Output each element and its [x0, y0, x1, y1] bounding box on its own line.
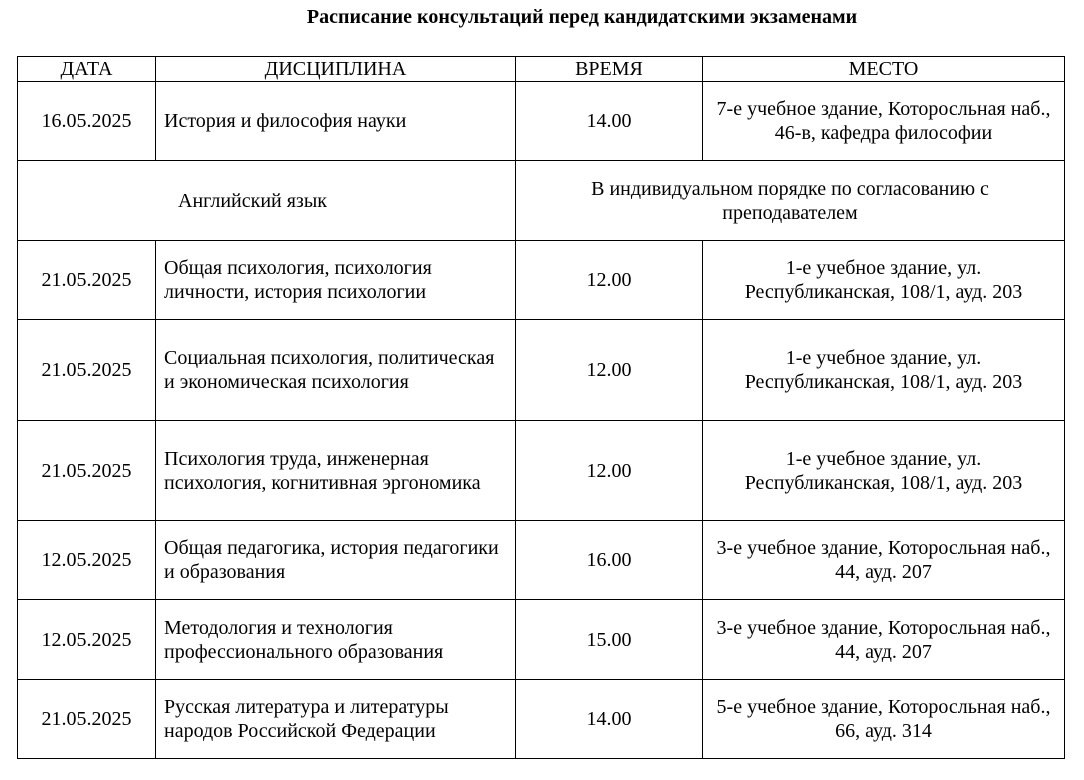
table-row: [18, 241, 1065, 320]
date-cell: 12.05.2025: [18, 600, 156, 680]
schedule-table: [17, 56, 1065, 759]
date-cell: 21.05.2025: [18, 680, 156, 759]
place-cell: 1-е учебное здание, ул. Республиканская, 108/1, ауд. 203: [703, 421, 1065, 521]
discipline-cell: [18, 161, 516, 241]
note-cell: В индивидуальном порядке по согласованию с преподавателем: [516, 161, 1065, 241]
table-row: [18, 421, 1065, 521]
table-row: [18, 600, 1065, 680]
place-cell: 5-е учебное здание, Которосльная наб., 66, ауд. 314: [703, 680, 1065, 759]
place-cell: 3-е учебное здание, Которосльная наб., 44, ауд. 207: [703, 600, 1065, 680]
column-header-time: ВРЕМЯ: [516, 57, 703, 82]
time-cell: 12.00: [516, 320, 703, 421]
time-cell: 14.00: [516, 680, 703, 759]
discipline-cell: Психология труда, инженерная психология, когнитивная эргономика: [156, 421, 516, 521]
place-cell: 7-е учебное здание, Которосльная наб., 46-в, кафедра философии: [703, 82, 1065, 161]
table-header-row: [18, 57, 1065, 82]
discipline-cell: Русская литература и литературы народов Российской Федерации: [156, 680, 516, 759]
time-cell: 12.00: [516, 421, 703, 521]
column-header-date: ДАТА: [18, 57, 156, 82]
table-row: [18, 680, 1065, 759]
date-cell: 16.05.2025: [18, 82, 156, 161]
discipline-cell: Общая психология, психология личности, история психологии: [156, 241, 516, 320]
place-cell: 3-е учебное здание, Которосльная наб., 44, ауд. 207: [703, 521, 1065, 600]
date-cell: 12.05.2025: [18, 521, 156, 600]
place-cell: 1-е учебное здание, ул. Республиканская, 108/1, ауд. 203: [703, 241, 1065, 320]
table-row: [18, 521, 1065, 600]
discipline-cell: Методология и технология профессионального образования: [156, 600, 516, 680]
place-cell: 1-е учебное здание, ул. Республиканская, 108/1, ауд. 203: [703, 320, 1065, 421]
time-cell: 16.00: [516, 521, 703, 600]
date-cell: 21.05.2025: [18, 320, 156, 421]
document-title: Расписание консультаций перед кандидатскими экзаменами: [306, 6, 858, 28]
table-row-merged: [18, 161, 1065, 241]
table-row: [18, 320, 1065, 421]
table-row: [18, 82, 1065, 161]
discipline-cell: История и философия науки: [156, 82, 516, 161]
discipline-text: Английский язык: [178, 189, 327, 212]
column-header-place: МЕСТО: [703, 57, 1065, 82]
time-cell: 15.00: [516, 600, 703, 680]
date-cell: 21.05.2025: [18, 421, 156, 521]
time-cell: 12.00: [516, 241, 703, 320]
date-cell: 21.05.2025: [18, 241, 156, 320]
column-header-discipline: ДИСЦИПЛИНА: [156, 57, 516, 82]
discipline-cell: Общая педагогика, история педагогики и образования: [156, 521, 516, 600]
time-cell: 14.00: [516, 82, 703, 161]
discipline-cell: Социальная психология, политическая и экономическая психология: [156, 320, 516, 421]
